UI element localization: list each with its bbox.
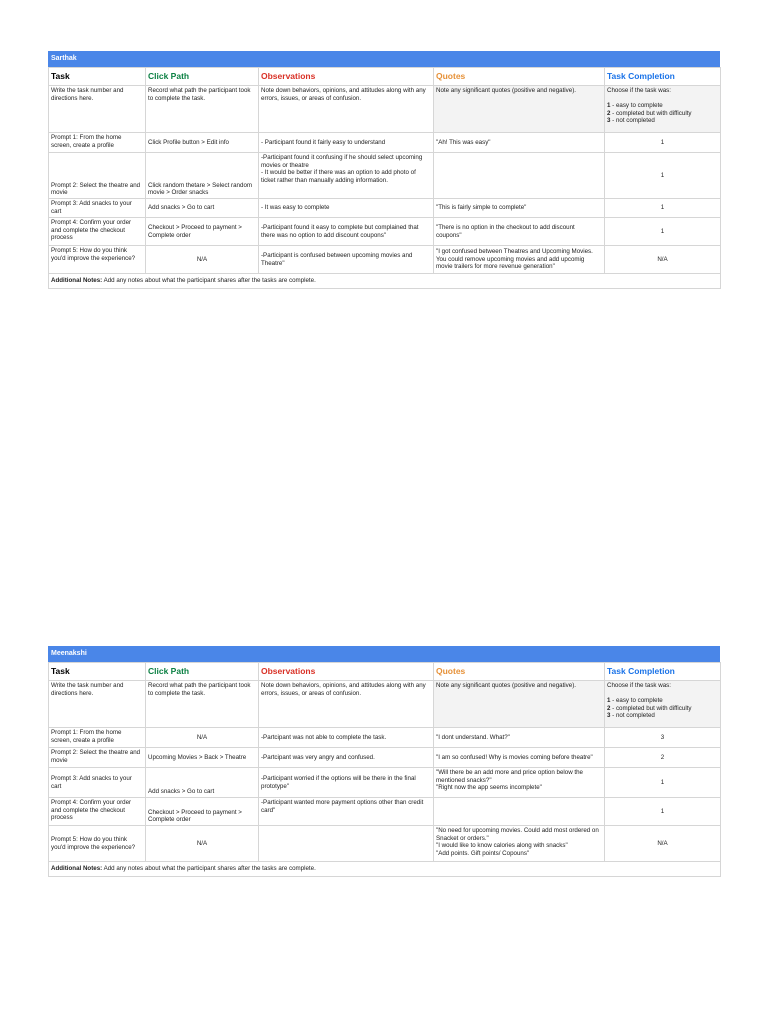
participant-banner: Sarthak bbox=[48, 51, 720, 67]
observations-cell: -Participant is confused between upcoming movies and Theatre" bbox=[259, 246, 434, 274]
completion-cell: 1 bbox=[605, 218, 721, 246]
additional-notes-label: Additional Notes: bbox=[51, 865, 103, 873]
completion-cell: 1 bbox=[605, 199, 721, 218]
description-row bbox=[49, 681, 721, 728]
header-click-path: Click Path bbox=[146, 68, 259, 86]
task-cell: Prompt 1: From the home screen, create a profile bbox=[49, 133, 146, 153]
task-description: Write the task number and directions here. bbox=[49, 86, 146, 133]
table-row bbox=[49, 748, 721, 768]
quotes-description: Note any significant quotes (positive and negative). bbox=[434, 681, 605, 728]
table-row bbox=[49, 153, 721, 199]
table-row bbox=[49, 768, 721, 798]
additional-notes-row bbox=[49, 274, 721, 289]
table-row bbox=[49, 199, 721, 218]
completion-cell: N/A bbox=[605, 246, 721, 274]
click-path-cell: N/A bbox=[146, 246, 259, 274]
completion-cell: 1 bbox=[605, 768, 721, 798]
completion-cell: 1 bbox=[605, 153, 721, 199]
participant-banner: Meenakshi bbox=[48, 646, 720, 662]
observations-cell: -Partcipant was very angry and confused. bbox=[259, 748, 434, 768]
header-click-path: Click Path bbox=[146, 663, 259, 681]
task-cell: Prompt 3: Add snacks to your cart bbox=[49, 768, 146, 798]
usability-table bbox=[48, 67, 721, 289]
completion-cell: 1 bbox=[605, 133, 721, 153]
task-cell: Prompt 2: Select the theatre and movie bbox=[49, 748, 146, 768]
click-path-cell: Add snacks > Go to cart bbox=[146, 199, 259, 218]
table-row bbox=[49, 246, 721, 274]
click-path-cell: N/A bbox=[146, 826, 259, 862]
observations-cell: -Partcipant was not able to complete the task. bbox=[259, 728, 434, 748]
header-task: Task bbox=[49, 68, 146, 86]
sheet-sarthak bbox=[48, 51, 720, 289]
description-row bbox=[49, 86, 721, 133]
observations-cell: - Participant found it fairly easy to understand bbox=[259, 133, 434, 153]
completion-description: Choose if the task was: 1 - easy to complete 2 - completed but with difficulty 3 - not completed bbox=[605, 86, 721, 133]
task-cell: Prompt 4: Confirm your order and complete the checkout process bbox=[49, 218, 146, 246]
quotes-cell: "I dont understand. What?" bbox=[434, 728, 605, 748]
additional-notes bbox=[49, 274, 721, 289]
quotes-cell: "I am so confused! Why is movies coming before theatre" bbox=[434, 748, 605, 768]
task-cell: Prompt 2: Select the theatre and movie bbox=[49, 153, 146, 199]
additional-notes-row bbox=[49, 862, 721, 877]
observations-cell bbox=[259, 826, 434, 862]
completion-intro: Choose if the task was: bbox=[607, 682, 671, 689]
table-row bbox=[49, 826, 721, 862]
table-row bbox=[49, 218, 721, 246]
additional-notes-text: Add any notes about what the participant shares after the tasks are complete. bbox=[102, 865, 316, 873]
click-path-cell: Checkout > Proceed to payment > Complete order bbox=[146, 218, 259, 246]
sheet-meenakshi bbox=[48, 646, 720, 877]
observations-description: Note down behaviors, opinions, and attitudes along with any errors, issues, or areas of confusion. bbox=[259, 86, 434, 133]
header-row bbox=[49, 68, 721, 86]
quotes-cell bbox=[434, 798, 605, 826]
observations-cell: - It was easy to complete bbox=[259, 199, 434, 218]
quotes-cell: "No need for upcoming movies. Could add most ordered on Snacket or orders." "I would like to know calories along with snacks" "Add points. Gift points/ Copouns" bbox=[434, 826, 605, 862]
click-path-description: Record what path the participant took to complete the task. bbox=[146, 86, 259, 133]
header-observations: Observations bbox=[259, 663, 434, 681]
quotes-cell: "There is no option in the checkout to add discount coupons" bbox=[434, 218, 605, 246]
header-observations: Observations bbox=[259, 68, 434, 86]
click-path-cell: N/A bbox=[146, 728, 259, 748]
click-path-cell: Checkout > Proceed to payment > Complete order bbox=[146, 798, 259, 826]
table-row bbox=[49, 728, 721, 748]
additional-notes-text: Add any notes about what the participant shares after the tasks are complete. bbox=[102, 277, 316, 285]
task-cell: Prompt 1: From the home screen, create a profile bbox=[49, 728, 146, 748]
task-cell: Prompt 3: Add snacks to your cart bbox=[49, 199, 146, 218]
quotes-cell bbox=[434, 153, 605, 199]
observations-cell: -Participant found it confusing if he should select upcoming movies or theatre - It would be better if there was an option to add photo of ticket rather than manually adding information. bbox=[259, 153, 434, 199]
header-quotes: Quotes bbox=[434, 663, 605, 681]
additional-notes bbox=[49, 862, 721, 877]
header-row bbox=[49, 663, 721, 681]
quotes-description: Note any significant quotes (positive and negative). bbox=[434, 86, 605, 133]
completion-intro: Choose if the task was: bbox=[607, 87, 671, 94]
observations-description: Note down behaviors, opinions, and attitudes along with any errors, issues, or areas of confusion. bbox=[259, 681, 434, 728]
additional-notes-label: Additional Notes: bbox=[51, 277, 103, 285]
click-path-cell: Upcoming Movies > Back > Theatre bbox=[146, 748, 259, 768]
observations-cell: -Participant worried if the options will be there in the final prototype" bbox=[259, 768, 434, 798]
observations-cell: -Participant wanted more payment options other than credit card" bbox=[259, 798, 434, 826]
click-path-cell: Click random thetare > Select random movie > Order snacks bbox=[146, 153, 259, 199]
quotes-cell: "This is fairly simple to complete" bbox=[434, 199, 605, 218]
table-row bbox=[49, 798, 721, 826]
observations-cell: -Participant found it easy to complete but complained that there was no option to add discount coupons" bbox=[259, 218, 434, 246]
completion-description: Choose if the task was: 1 - easy to complete 2 - completed but with difficulty 3 - not completed bbox=[605, 681, 721, 728]
task-cell: Prompt 4: Confirm your order and complete the checkout process bbox=[49, 798, 146, 826]
completion-cell: N/A bbox=[605, 826, 721, 862]
click-path-cell: Add snacks > Go to cart bbox=[146, 768, 259, 798]
usability-table bbox=[48, 662, 721, 877]
completion-cell: 2 bbox=[605, 748, 721, 768]
header-task: Task bbox=[49, 663, 146, 681]
quotes-cell: "I got confused between Theatres and Upcoming Movies. You could remove upcoming movies and add upcomig movie trailers for more revenue generation" bbox=[434, 246, 605, 274]
header-task-completion: Task Completion bbox=[605, 68, 721, 86]
completion-cell: 3 bbox=[605, 728, 721, 748]
task-cell: Prompt 5: How do you think you'd improve the experience? bbox=[49, 246, 146, 274]
task-cell: Prompt 5: How do you think you'd improve the experience? bbox=[49, 826, 146, 862]
header-task-completion: Task Completion bbox=[605, 663, 721, 681]
completion-cell: 1 bbox=[605, 798, 721, 826]
table-row bbox=[49, 133, 721, 153]
click-path-description: Record what path the participant took to complete the task. bbox=[146, 681, 259, 728]
quotes-cell: "Ah! This was easy" bbox=[434, 133, 605, 153]
click-path-cell: Click Profile button > Edit info bbox=[146, 133, 259, 153]
quotes-cell: "Will there be an add more and price option below the mentioned snacks?" "Right now the app seems incomplete" bbox=[434, 768, 605, 798]
task-description: Write the task number and directions here. bbox=[49, 681, 146, 728]
header-quotes: Quotes bbox=[434, 68, 605, 86]
